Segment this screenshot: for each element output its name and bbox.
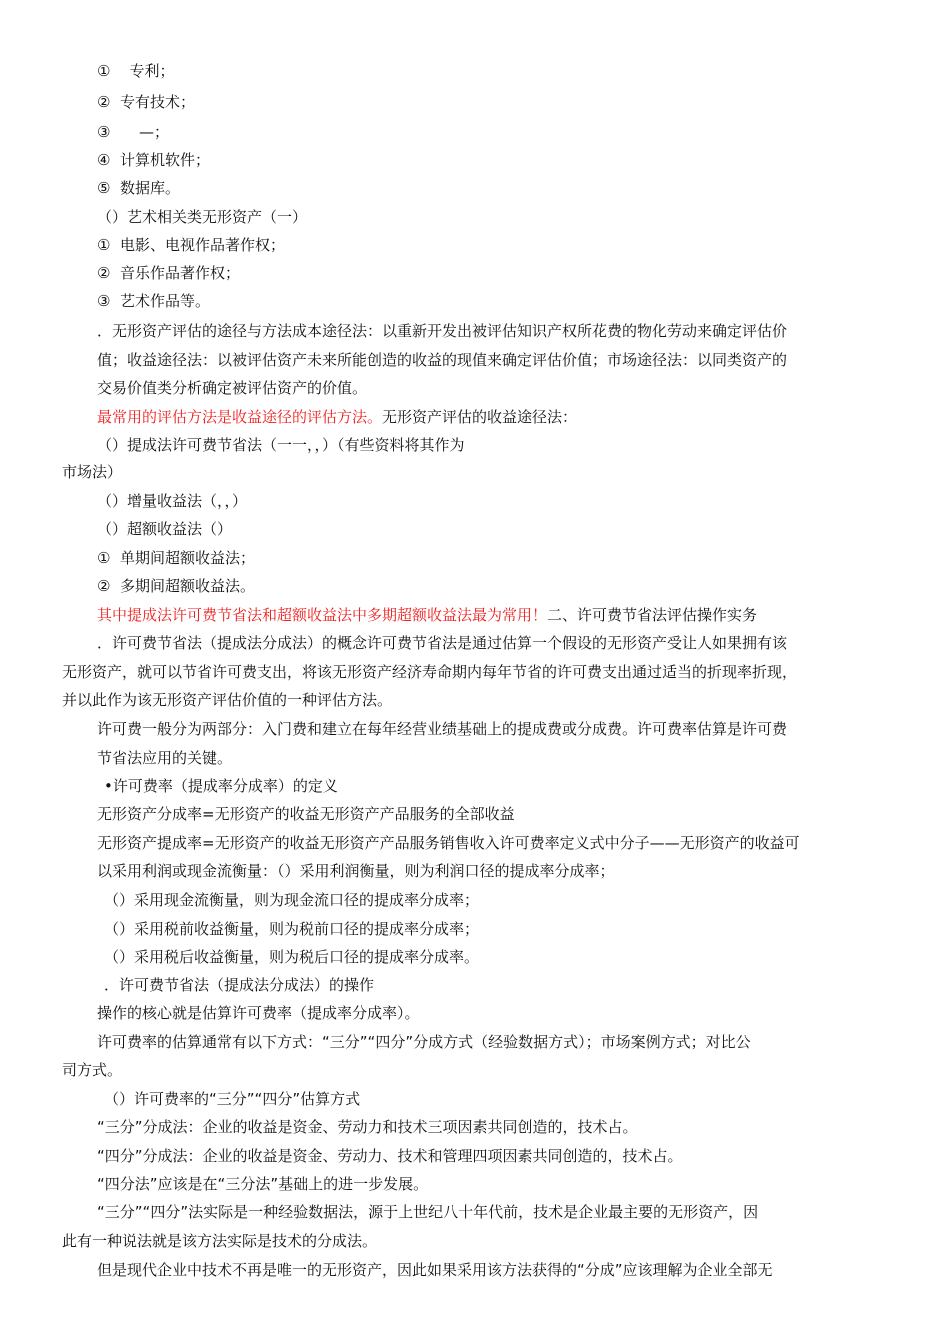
paragraph-fees: 许可费一般分为两部分：入门费和建立在每年经营业绩基础上的提成费或分成费。许可费率估算是许可费 [97, 720, 788, 738]
paragraph-concept: 无形资产，就可以节省许可费支出，将该无形资产经济寿命期内每年节省的许可费支出通过适当的折现率折现， [62, 663, 798, 681]
bullet-definition: •许可费率（提成率分成率）的定义 [104, 777, 338, 795]
list-item-multi-period: ② 多期间超额收益法。 [97, 577, 255, 595]
list-item-incremental: （）增量收益法（，，） [97, 492, 248, 510]
paragraph-fees: 节省法应用的关键。 [97, 749, 233, 767]
list-item-music: ② 音乐作品著作权； [97, 264, 240, 282]
paragraph-approaches: ．无形资产评估的途径与方法成本途径法：以重新开发出被评估知识产权所花费的物化劳动来确定评估价 [97, 322, 788, 340]
list-item-database: ⑤ 数据库。 [97, 179, 180, 197]
list-item-aftertax: （）采用税后收益衡量，则为税后口径的提成率分成率。 [104, 948, 480, 966]
paragraph-approaches: 值；收益途径法：以被评估资产未来所能创造的收益的现值来确定评估价值；市场途径法：以同类资产的 [97, 351, 788, 369]
highlight-most-common: 最常用的评估方法是收益途径的评估方法。 [97, 408, 383, 426]
section-heading-art: （）艺术相关类无形资产（一） [97, 208, 308, 226]
paragraph-modern: 但是现代企业中技术不再是唯一的无形资产，因此如果采用该方法获得的“分成”应该理解为企业全部无 [97, 1261, 773, 1279]
paragraph-empirical: 此有一种说法就是该方法实际是技术的分成法。 [62, 1232, 378, 1250]
income-approach-label: 无形资产评估的收益途径法： [382, 408, 578, 426]
formula-share-rate: 无形资产分成率=无形资产的收益无形资产产品服务的全部收益 [97, 805, 515, 823]
highlight-common-methods: 其中提成法许可费节省法和超额收益法中多期超额收益法最为常用！ [97, 606, 548, 624]
paragraph-operation-core: 操作的核心就是估算许可费率（提成率分成率）。 [97, 1004, 420, 1022]
list-item-excess: （）超额收益法（） [97, 520, 233, 538]
list-item-pretax: （）采用税前收益衡量，则为税前口径的提成率分成率； [104, 920, 480, 938]
list-item-film: ① 电影、电视作品著作权； [97, 236, 285, 254]
paragraph-empirical: “三分”“四分”法实际是一种经验数据法，源于上世纪八十年代前，技术是企业最主要的无形资产，因 [97, 1203, 759, 1221]
paragraph-concept: 并以此作为该无形资产评估价值的一种评估方法。 [62, 691, 393, 709]
paragraph-three-split: “三分”分成法：企业的收益是资金、劳动力和技术三项因素共同创造的，技术占。 [97, 1118, 638, 1136]
paragraph-income-approach [97, 406, 577, 428]
list-item-single-period: ① 单期间超额收益法； [97, 549, 255, 567]
paragraph-four-split: “四分”分成法：企业的收益是资金、劳动力、技术和管理四项因素共同创造的，技术占。 [97, 1147, 683, 1165]
paragraph-common-methods [97, 604, 757, 626]
section-heading-three-four: （）许可费率的“三分”“四分”估算方式 [104, 1090, 361, 1108]
list-item-royalty: （）提成法许可费节省法（一一，，）（有些资料将其作为 [97, 436, 465, 454]
paragraph-approaches: 交易价值类分析确定被评估资产的价值。 [97, 379, 368, 397]
formula-royalty-rate: 以采用利润或现金流衡量：（）采用利润衡量，则为利润口径的提成率分成率； [97, 862, 615, 880]
section-heading-royalty-relief: 二、许可费节省法评估操作实务 [547, 606, 758, 624]
list-item-cashflow: （）采用现金流衡量，则为现金流口径的提成率分成率； [104, 891, 480, 909]
list-item-artwork: ③ 艺术作品等。 [97, 292, 210, 310]
section-heading-operation: ．许可费节省法（提成法分成法）的操作 [104, 976, 375, 994]
paragraph-estimation: 许可费率的估算通常有以下方式：“三分”“四分”分成方式（经验数据方式）；市场案例方式；对比公 [97, 1033, 751, 1051]
paragraph-estimation: 司方式。 [62, 1061, 123, 1079]
list-item-software: ④ 计算机软件； [97, 151, 210, 169]
list-item-royalty-cont: 市场法） [62, 463, 123, 481]
formula-royalty-rate: 无形资产提成率=无形资产的收益无形资产产品服务销售收入许可费率定义式中分子——无形资产的收益可 [97, 834, 800, 852]
list-item-patent: ① 专利； [97, 62, 175, 80]
paragraph-four-development: “四分法”应该是在“三分法”基础上的进一步发展。 [97, 1175, 429, 1193]
list-item-blank: ③ —； [97, 123, 170, 141]
paragraph-concept: ．许可费节省法（提成法分成法）的概念许可费节省法是通过估算一个假设的无形资产受让人如果拥有该 [97, 634, 788, 652]
list-item-know-how: ② 专有技术； [97, 93, 195, 111]
